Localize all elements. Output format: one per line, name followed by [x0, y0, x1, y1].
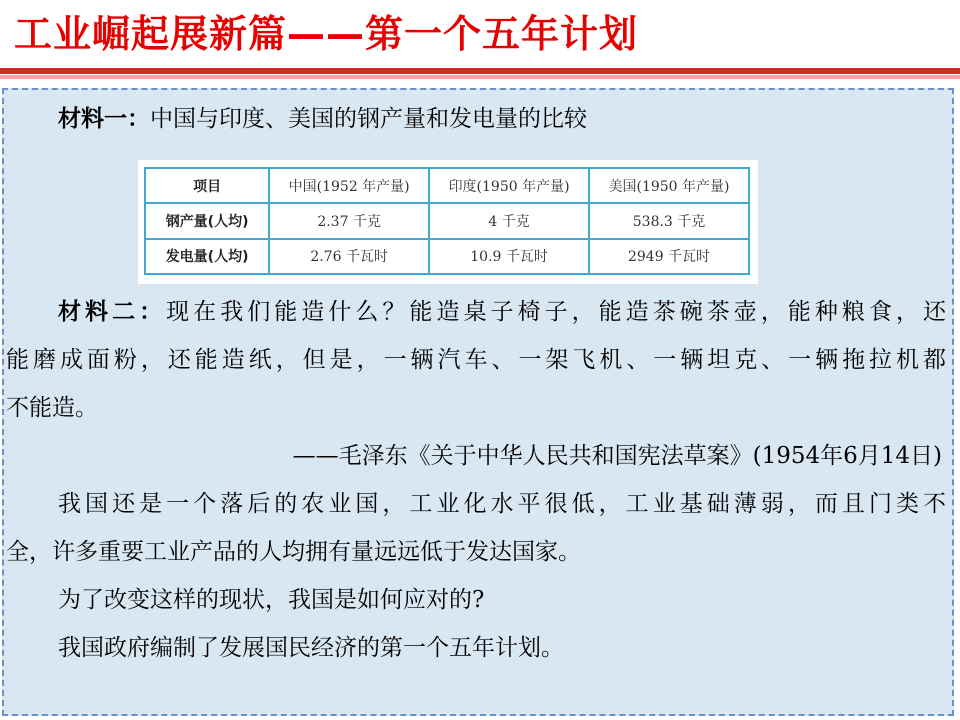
- table-row-label: 钢产量(人均): [145, 203, 269, 238]
- material-two-line-1: [58, 288, 946, 336]
- table-header-cell: 项目: [145, 168, 269, 203]
- material-two-line-2: 能磨成面粉，还能造纸，但是，一辆汽车、一架飞机、一辆坦克、一辆拖拉机都: [6, 347, 946, 373]
- answer-text: 我国政府编制了发展国民经济的第一个五年计划。: [58, 635, 564, 661]
- table-cell: 2.76 千瓦时: [269, 239, 429, 274]
- table-header-cell: 中国(1952 年产量): [269, 168, 429, 203]
- paragraph-line-1: 我国还是一个落后的农业国，工业化水平很低，工业基础薄弱，而且门类不: [58, 491, 946, 517]
- table-row: [145, 239, 749, 274]
- table-cell: 2949 千瓦时: [589, 239, 749, 274]
- table-header-cell: 美国(1950 年产量): [589, 168, 749, 203]
- page-title: 工业崛起展新篇——第一个五年计划: [14, 12, 639, 56]
- material-one-label: 材料一：: [58, 106, 150, 132]
- table-cell: 4 千克: [429, 203, 589, 238]
- comparison-table: [144, 167, 750, 275]
- material-one-heading: [58, 100, 587, 133]
- material-one-text: 中国与印度、美国的钢产量和发电量的比较: [150, 106, 587, 132]
- table-cell: 10.9 千瓦时: [429, 239, 589, 274]
- table-header-cell: 印度(1950 年产量): [429, 168, 589, 203]
- material-two-text-1: 现在我们能造什么？能造桌子椅子，能造茶碗茶壶，能种粮食，还: [166, 299, 946, 325]
- table-cell: 2.37 千克: [269, 203, 429, 238]
- quote-citation: ——毛泽东《关于中华人民共和国宪法草案》(1954年6月14日): [292, 443, 942, 469]
- table-row: [145, 203, 749, 238]
- title-divider-bottom: [0, 75, 960, 79]
- table-header-row: [145, 168, 749, 203]
- question-text: 为了改变这样的现状，我国是如何应对的?: [58, 587, 485, 613]
- paragraph-line-2: 全，许多重要工业产品的人均拥有量远远低于发达国家。: [6, 539, 581, 565]
- material-two-label: 材料二：: [58, 299, 167, 325]
- comparison-table-panel: [138, 160, 758, 284]
- table-row-label: 发电量(人均): [145, 239, 269, 274]
- table-cell: 538.3 千克: [589, 203, 749, 238]
- material-two-line-3: 不能造。: [6, 395, 98, 421]
- title-divider-top: [0, 68, 960, 74]
